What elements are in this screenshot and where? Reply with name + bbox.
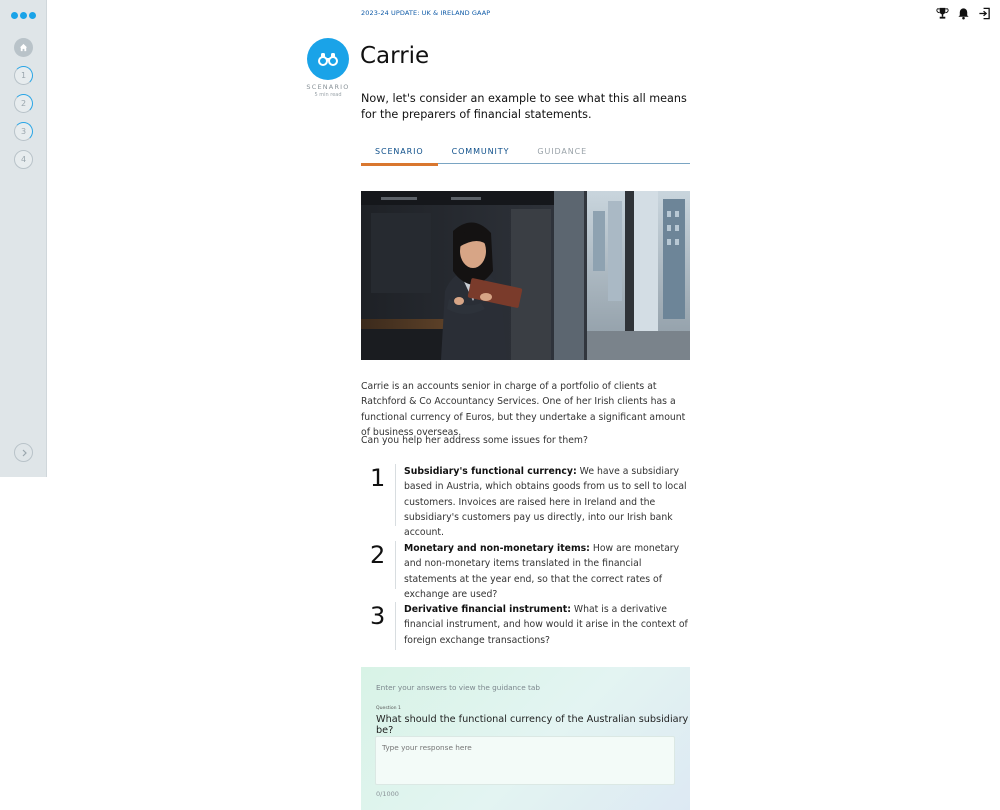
item-number: 1 xyxy=(370,464,386,492)
step-number: 4 xyxy=(20,155,27,164)
answer-panel xyxy=(361,667,690,810)
logo-dot xyxy=(29,12,36,19)
item-title: Subsidiary's functional currency: xyxy=(404,466,577,477)
divider xyxy=(395,464,396,526)
app-logo[interactable] xyxy=(11,12,36,19)
tab-community[interactable]: COMMUNITY xyxy=(451,147,510,156)
item-text xyxy=(404,464,689,540)
scenario-prompt: Can you help her address some issues for them? xyxy=(361,435,588,446)
top-actions xyxy=(936,7,991,20)
item-body: What is a derivative financial instrument, and how would it arise in the context of foreign exchange transactions? xyxy=(404,604,688,646)
bell-icon[interactable] xyxy=(957,7,970,20)
scenario-description: Carrie is an accounts senior in charge of a portfolio of clients at Ratchford & Co Accountancy Services. One of her Irish clients has a functional currency of Euros, but they undertake a significant amount of business overseas. xyxy=(361,381,686,438)
logo-dot xyxy=(11,12,18,19)
response-input[interactable] xyxy=(375,736,675,785)
item-title: Monetary and non-monetary items: xyxy=(404,543,590,554)
answer-hint: Enter your answers to view the guidance tab xyxy=(376,683,540,692)
binoculars-icon xyxy=(317,52,339,66)
step-4-button[interactable] xyxy=(14,150,33,169)
tab-guidance[interactable]: GUIDANCE xyxy=(537,147,588,156)
intro-text: Now, let's consider an example to see what this all means for the preparers of financial statements. xyxy=(361,92,687,121)
logout-icon[interactable] xyxy=(978,7,991,20)
step-3-button[interactable] xyxy=(14,122,33,141)
question-text: What should the functional currency of the Australian subsidiary be? xyxy=(376,714,689,736)
step-number: 2 xyxy=(20,99,27,108)
scenario-badge xyxy=(307,38,349,80)
tab-bar xyxy=(361,146,690,164)
step-number: 1 xyxy=(20,71,27,80)
trophy-icon[interactable] xyxy=(936,7,949,20)
scenario-photo xyxy=(361,191,690,360)
item-body: We have a subsidiary based in Austria, which obtains goods from us to sell to local customers. Invoices are raised here in Ireland and the subsidiary's customers pay us directly, into our Irish bank account. xyxy=(404,466,687,539)
item-title: Derivative financial instrument: xyxy=(404,604,571,615)
step-number: 3 xyxy=(20,127,27,136)
step-2-button[interactable] xyxy=(14,94,33,113)
item-body: How are monetary and non-monetary items translated in the financial statements at the year end, so that the correct rates of exchange are used? xyxy=(404,543,680,600)
divider xyxy=(395,602,396,650)
read-time: 5 min read xyxy=(314,92,342,98)
tab-scenario[interactable]: SCENARIO xyxy=(361,146,438,164)
home-icon xyxy=(19,43,28,52)
course-tag[interactable]: 2023-24 UPDATE: UK & IRELAND GAAP xyxy=(361,9,491,17)
badge-label: SCENARIO xyxy=(306,83,350,91)
side-rail xyxy=(0,0,47,477)
expand-rail-button[interactable] xyxy=(14,443,33,462)
question-label: Question 1 xyxy=(376,706,401,711)
item-text xyxy=(404,541,689,602)
divider xyxy=(395,541,396,589)
item-number: 3 xyxy=(370,602,386,630)
item-text xyxy=(404,602,689,648)
photo-illustration xyxy=(361,191,690,360)
character-counter: 0/1000 xyxy=(376,790,399,798)
page-title: Carrie xyxy=(360,43,430,69)
chevron-right-icon xyxy=(20,449,28,457)
step-1-button[interactable] xyxy=(14,66,33,85)
logo-dot xyxy=(20,12,27,19)
home-button[interactable] xyxy=(14,38,33,57)
item-number: 2 xyxy=(370,541,386,569)
